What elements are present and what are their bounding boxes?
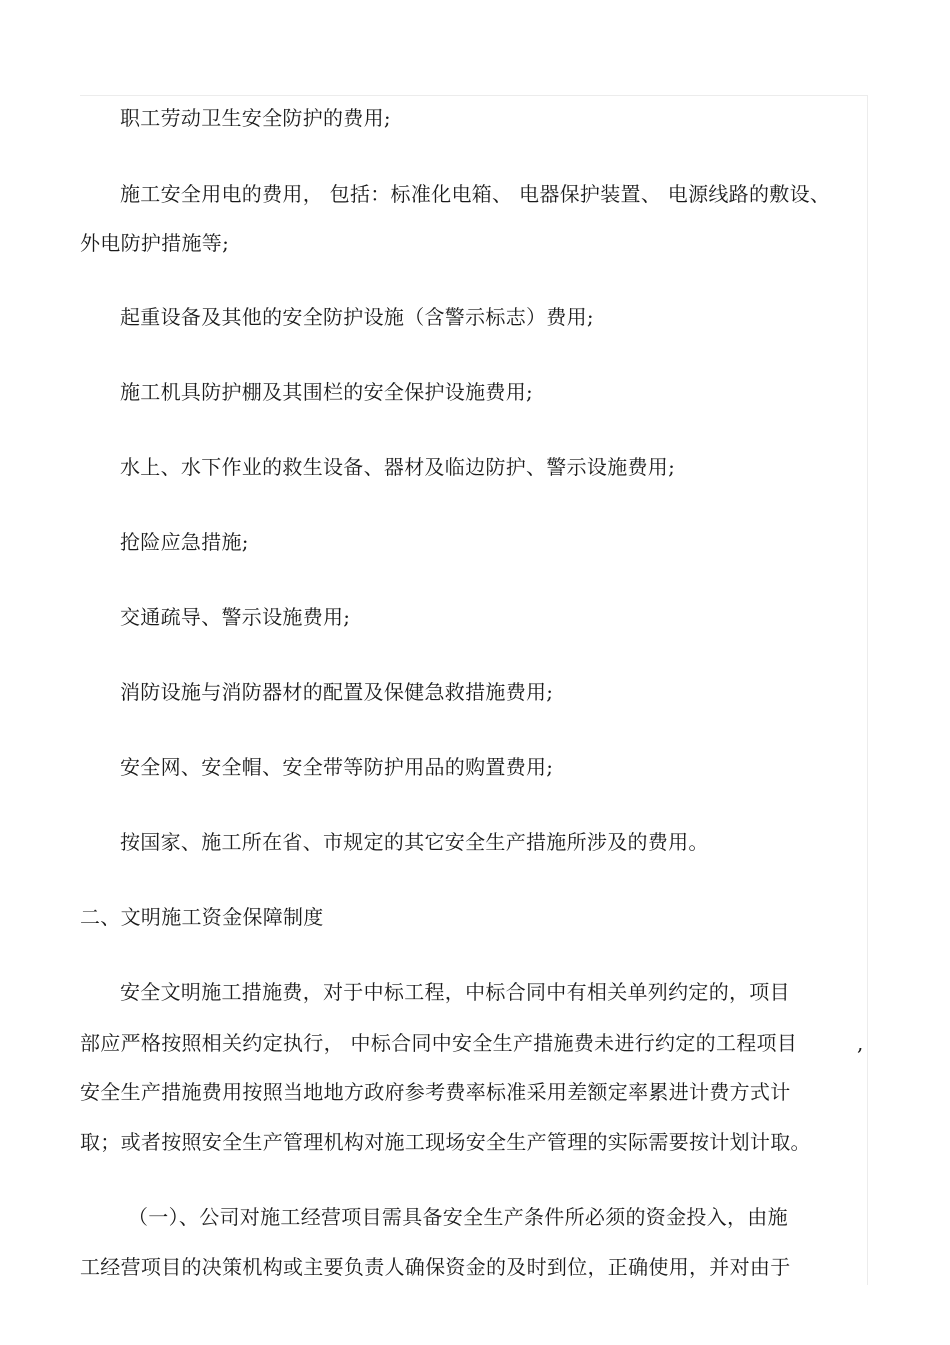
list-item: 安全网、安全帽、安全带等防护用品的购置费用;	[120, 755, 554, 779]
list-item: 起重设备及其他的安全防护设施（含警示标志）费用;	[120, 305, 594, 329]
paragraph-line: 安全生产措施费用按照当地地方政府参考费率标准采用差额定率累进计费方式计	[80, 1080, 791, 1104]
section-heading: 二、文明施工资金保障制度	[80, 905, 324, 929]
paragraph-line: （一）、公司对施工经营项目需具备安全生产条件所必须的资金投入，由施	[128, 1205, 788, 1229]
list-item: 水上、水下作业的救生设备、器材及临边防护、警示设施费用;	[120, 455, 676, 479]
list-item: 施工安全用电的费用， 包括：标准化电箱、 电器保护装置、 电源线路的敷设、	[120, 182, 831, 206]
paragraph-line: 工经营项目的决策机构或主要负责人确保资金的及时到位，正确使用，并对由于	[80, 1255, 791, 1279]
list-item: 按国家、施工所在省、市规定的其它安全生产措施所涉及的费用。	[120, 830, 709, 854]
list-item: 施工机具防护棚及其围栏的安全保护设施费用;	[120, 380, 534, 404]
paragraph-line: 部应严格按照相关约定执行， 中标合同中安全生产措施费未进行约定的工程项目	[80, 1031, 798, 1055]
list-item-continuation: 外电防护措施等;	[80, 231, 230, 255]
list-item: 消防设施与消防器材的配置及保健急救措施费用;	[120, 680, 554, 704]
paragraph-line: 安全文明施工措施费，对于中标工程，中标合同中有相关单列约定的，项目	[120, 980, 790, 1004]
list-item: 抢险应急措施;	[120, 530, 249, 554]
paragraph-line: 取；或者按照安全生产管理机构对施工现场安全生产管理的实际需要按计划计取。	[80, 1130, 811, 1154]
trailing-comma: ,	[857, 1031, 864, 1055]
list-item: 职工劳动卫生安全防护的费用;	[120, 106, 391, 130]
list-item: 交通疏导、警示设施费用;	[120, 605, 351, 629]
